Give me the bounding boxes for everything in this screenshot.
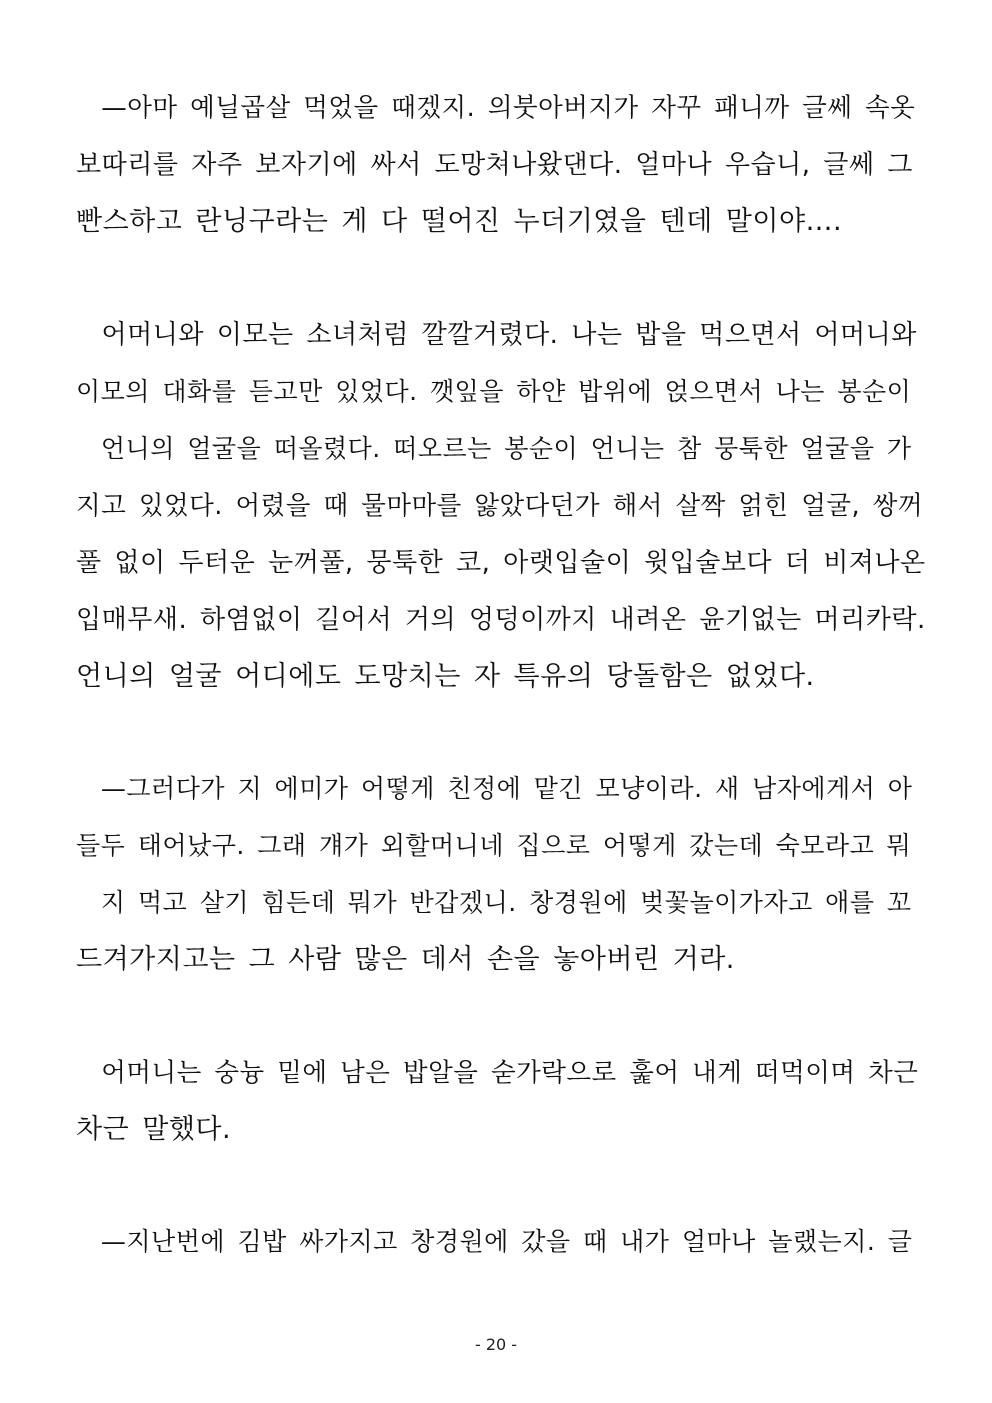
page-number: - 20 - [474, 1335, 518, 1354]
text-line: 풀 없이 두터운 눈꺼풀, 뭉툭한 코, 아랫입술이 윗입술보다 더 비져나온 [76, 548, 926, 578]
text-line: 보따리를 자주 보자기에 싸서 도망쳐나왔댄다. 얼마나 우습니, 글쎄 그 [76, 150, 913, 180]
text-line: —그러다가 지 에미가 어떻게 친정에 맡긴 모냥이라. 새 남자에게서 아 [76, 774, 913, 803]
text-line: 입매무새. 하염없이 길어서 거의 엉덩이까지 내려온 윤기없는 머리카락. [76, 605, 926, 635]
text-line: 이모의 대화를 듣고만 있었다. 깻잎을 하얀 밥위에 얹으면서 나는 봉순이 [76, 377, 912, 406]
text-line: 어머니와 이모는 소녀처럼 깔깔거렸다. 나는 밥을 먹으면서 어머니와 [76, 320, 917, 350]
text-line: 차근 말했다. [76, 1114, 232, 1145]
text-line: 드겨가지고는 그 사람 많은 데서 손을 놓아버린 거라. [76, 944, 735, 975]
text-line: 언니의 얼굴을 떠올렸다. 떠오르는 봉순이 언니는 참 뭉툭한 얼굴을 가 [76, 434, 912, 463]
text-line: 들두 태어났구. 그래 걔가 외할머니네 집으로 어떻게 갔는데 숙모라고 뭐 [76, 831, 912, 860]
text-line: 어머니는 숭늉 밑에 남은 밥알을 숟가락으로 훑어 내게 떠먹이며 차근 [76, 1058, 919, 1088]
text-line: 언니의 얼굴 어디에도 도망치는 자 특유의 당돌함은 없었다. [76, 661, 815, 692]
text-line: —아마 예닐곱살 먹었을 때겠지. 의붓아버지가 자꾸 패니까 글쎄 속옷 [76, 93, 916, 123]
text-line: —지난번에 김밥 싸가지고 창경원에 갔을 때 내가 얼마나 놀랬는지. 글 [76, 1227, 913, 1256]
text-line: 빤스하고 란닝구라는 게 다 떨어진 누더기였을 텐데 말이야…. [76, 206, 843, 237]
text-line: 지 먹고 살기 힘든데 뭐가 반갑겠니. 창경원에 벚꽃놀이가자고 애를 꼬 [76, 888, 912, 917]
text-line: 지고 있었다. 어렸을 때 물마마를 앓았다던가 해서 살짝 얽힌 얼굴, 쌍꺼 [76, 491, 923, 521]
